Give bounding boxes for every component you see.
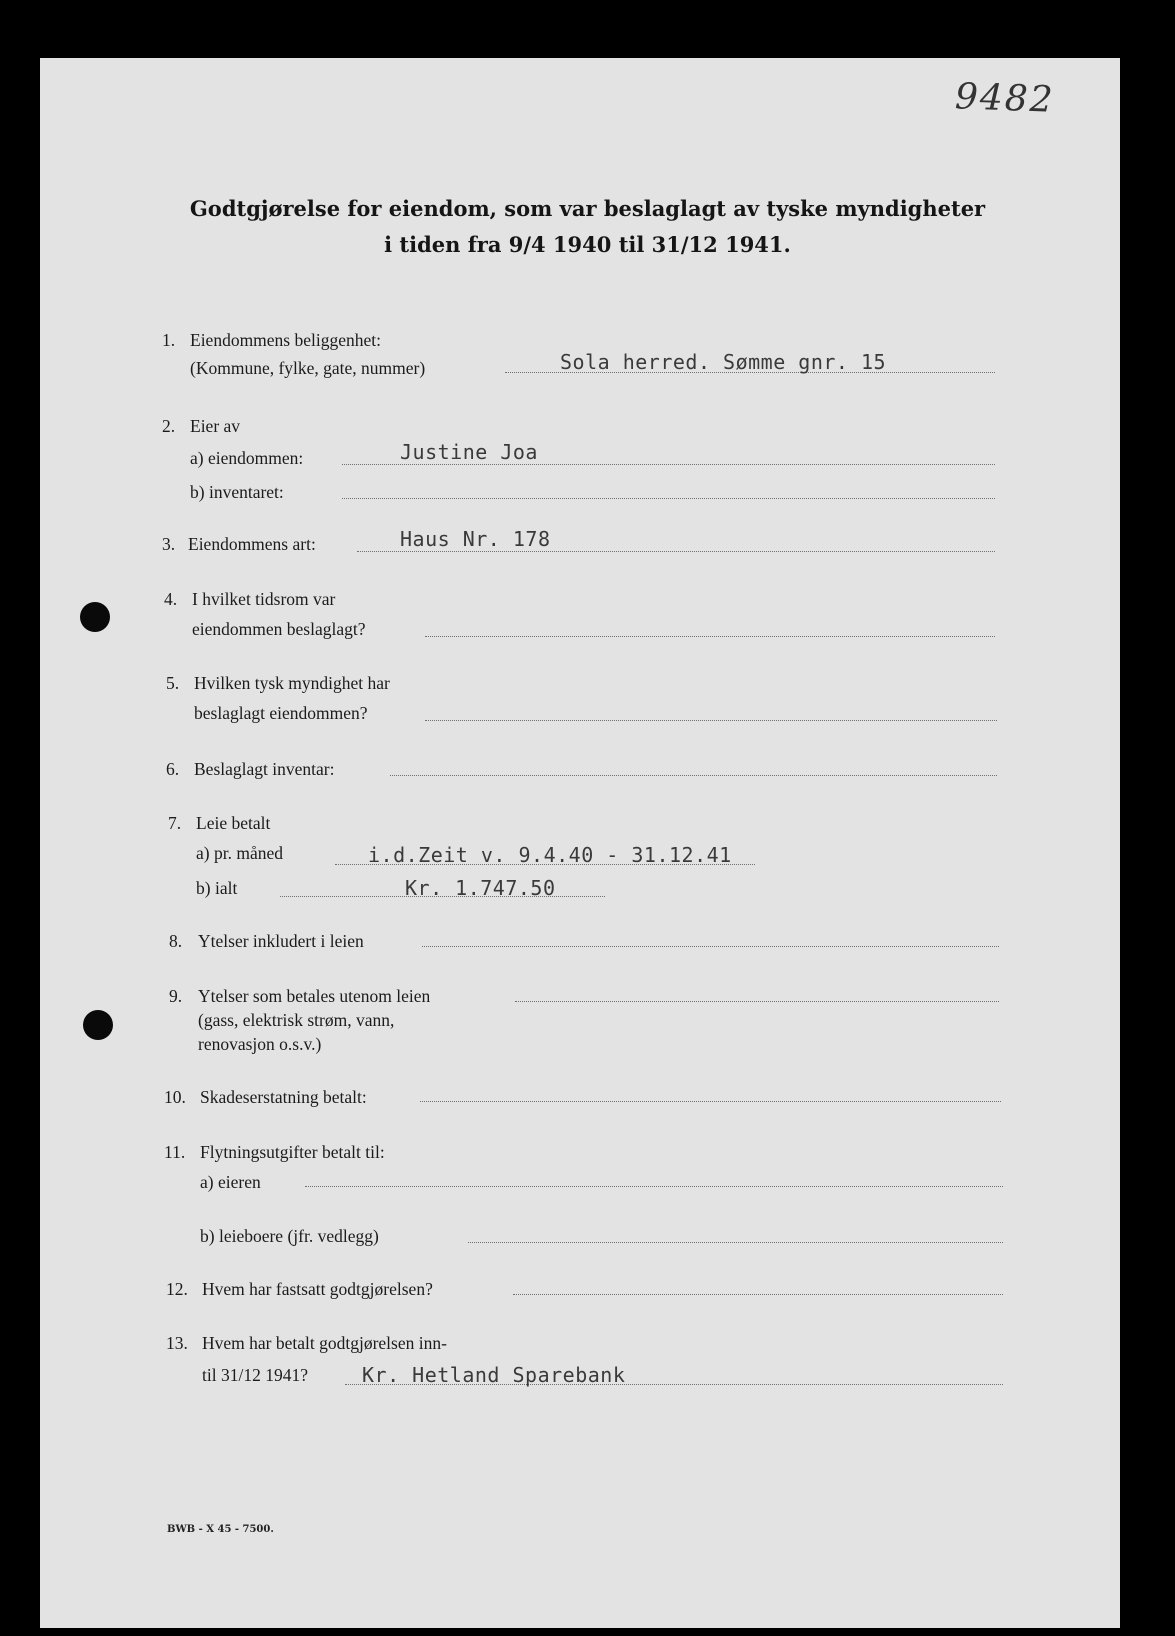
- item-5-label: Hvilken tysk myndighet har: [194, 673, 390, 693]
- item-9-sublabel-1: (gass, elektrisk strøm, vann,: [198, 1010, 395, 1030]
- item-4-number: 4.: [164, 589, 178, 609]
- item-6-number: 6.: [166, 759, 180, 779]
- item-13-label: Hvem har betalt godtgjørelsen inn-: [202, 1333, 447, 1353]
- item-11b-label: b) leieboere (jfr. vedlegg): [200, 1226, 379, 1246]
- printer-mark: BWB - X 45 - 7500.: [167, 1524, 274, 1535]
- item-12-number: 12.: [166, 1279, 188, 1299]
- item-9-label: Ytelser som betales utenom leien: [198, 986, 431, 1006]
- punch-hole: [80, 602, 110, 632]
- item-9-sublabel-2: renovasjon o.s.v.): [198, 1034, 322, 1054]
- item-10-field-line: [420, 1101, 1001, 1102]
- item-3-value: Haus Nr. 178: [400, 527, 551, 551]
- item-1-value: Sola herred. Sømme gnr. 15: [560, 350, 887, 374]
- handwritten-doc-number: 9482: [954, 76, 1056, 121]
- form-title-line-1: Godtgjørelse for eiendom, som var beslaglagt av tyske myndigheter: [189, 196, 986, 221]
- item-8-number: 8.: [169, 931, 183, 951]
- item-13-value: Kr. Hetland Sparebank: [362, 1363, 626, 1387]
- item-7a-label: a) pr. måned: [196, 843, 283, 863]
- item-2a-label: a) eiendommen:: [190, 448, 304, 468]
- item-5-sublabel: beslaglagt eiendommen?: [194, 703, 368, 723]
- item-10-label: Skadeserstatning betalt:: [200, 1087, 367, 1107]
- item-11-label: Flytningsutgifter betalt til:: [200, 1142, 385, 1162]
- item-9-number: 9.: [169, 986, 183, 1006]
- item-6-label: Beslaglagt inventar:: [194, 759, 335, 779]
- punch-hole: [83, 1010, 113, 1040]
- item-2-number: 2.: [162, 416, 176, 436]
- item-11b-field-line: [468, 1242, 1003, 1243]
- item-2a-field-line: [342, 464, 995, 465]
- item-4-field-line: [425, 636, 995, 637]
- item-8-field-line: [422, 946, 999, 947]
- item-3-label: Eiendommens art:: [188, 534, 316, 554]
- item-1-label: Eiendommens beliggenhet:: [190, 330, 381, 350]
- item-4-sublabel: eiendommen beslaglagt?: [192, 619, 366, 639]
- item-12-label: Hvem har fastsatt godtgjørelsen?: [202, 1279, 433, 1299]
- item-7-number: 7.: [168, 813, 182, 833]
- item-4-label: I hvilket tidsrom var: [192, 589, 336, 609]
- item-2b-field-line: [342, 498, 995, 499]
- item-2a-value: Justine Joa: [400, 440, 538, 464]
- item-1-sublabel: (Kommune, fylke, gate, nummer): [190, 358, 426, 378]
- item-13-number: 13.: [166, 1333, 188, 1353]
- item-5-field-line: [425, 720, 997, 721]
- form-title-line-2: i tiden fra 9/4 1940 til 31/12 1941.: [384, 232, 791, 257]
- item-2b-label: b) inventaret:: [190, 482, 284, 502]
- item-6-field-line: [390, 775, 997, 776]
- item-2-label: Eier av: [190, 416, 241, 436]
- item-3-field-line: [357, 551, 995, 552]
- item-12-field-line: [513, 1294, 1003, 1295]
- item-11a-label: a) eieren: [200, 1172, 261, 1192]
- item-7b-value: Kr. 1.747.50: [405, 876, 556, 900]
- item-7b-label: b) ialt: [196, 878, 238, 898]
- item-10-number: 10.: [164, 1087, 186, 1107]
- item-7-label: Leie betalt: [196, 813, 271, 833]
- item-7a-value: i.d.Zeit v. 9.4.40 - 31.12.41: [368, 843, 732, 867]
- item-3-number: 3.: [162, 534, 176, 554]
- item-11a-field-line: [305, 1186, 1003, 1187]
- item-13-sublabel: til 31/12 1941?: [202, 1365, 308, 1385]
- item-8-label: Ytelser inkludert i leien: [198, 931, 364, 951]
- item-9-field-line: [515, 1001, 999, 1002]
- item-11-number: 11.: [164, 1142, 186, 1162]
- item-5-number: 5.: [166, 673, 180, 693]
- item-1-number: 1.: [162, 330, 176, 350]
